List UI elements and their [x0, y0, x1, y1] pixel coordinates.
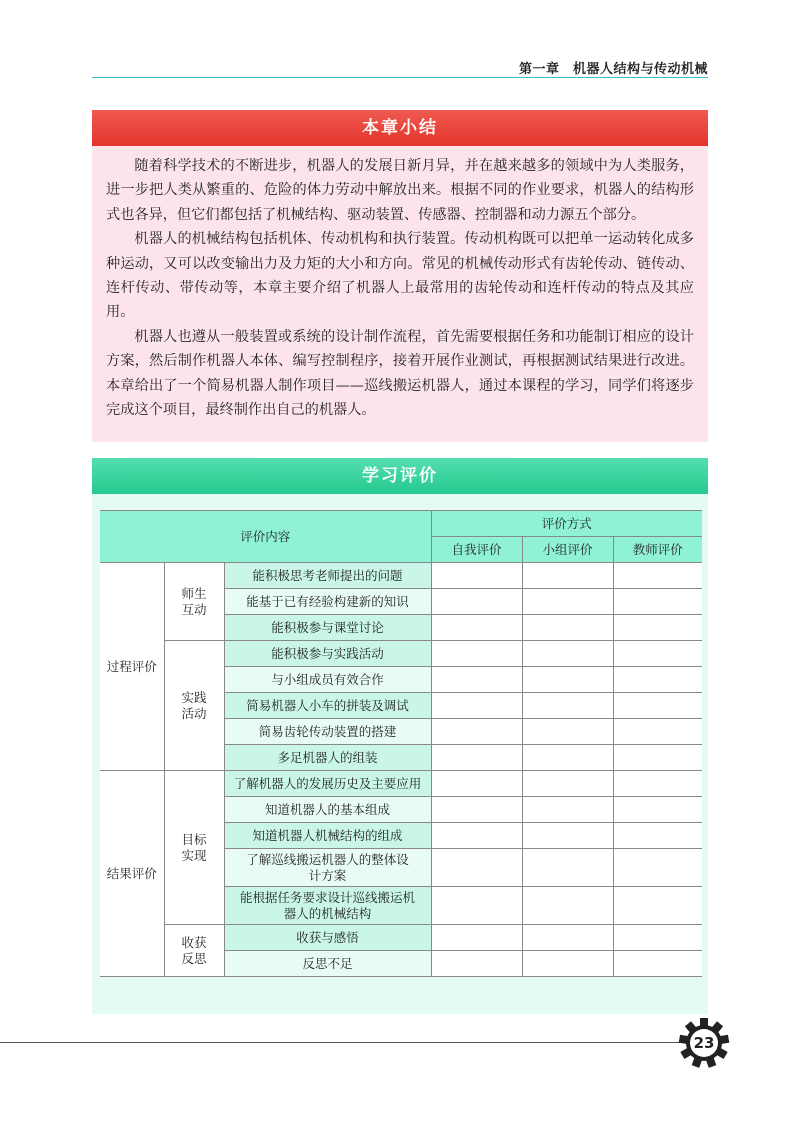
criterion-item: 简易机器人小车的拼装及调试 [224, 693, 431, 719]
summary-paragraph: 机器人也遵从一般装置或系统的设计制作流程，首先需要根据任务和功能制订相应的设计方案，然后制作机器人本体、编写控制程序，接着开展作业测试，再根据测试结果进行改进。本章给出了一个简易机器人制作项目——巡线搬运机器人，通过本课程的学习，同学们将逐步完成这个项目，最终制作出自己的机器人。 [106, 328, 694, 419]
criterion-item: 能积极参与课堂讨论 [224, 615, 431, 641]
footer-rule [0, 1042, 690, 1043]
score-cell[interactable] [431, 745, 522, 771]
score-cell[interactable] [522, 771, 613, 797]
score-cell[interactable] [522, 951, 613, 977]
score-cell[interactable] [613, 745, 702, 771]
subgroup-label [164, 641, 224, 771]
subgroup-label [164, 771, 224, 925]
score-cell[interactable] [613, 667, 702, 693]
score-cell[interactable] [522, 563, 613, 589]
header-rule [92, 77, 708, 78]
subgroup-label-line: 目标 [181, 831, 207, 847]
score-cell[interactable] [431, 563, 522, 589]
score-cell[interactable] [431, 589, 522, 615]
score-cell[interactable] [613, 849, 702, 887]
score-cell[interactable] [613, 925, 702, 951]
criterion-item: 多足机器人的组装 [224, 745, 431, 771]
score-cell[interactable] [522, 667, 613, 693]
method-teacher: 教师评价 [613, 537, 702, 563]
score-cell[interactable] [431, 693, 522, 719]
score-cell[interactable] [431, 823, 522, 849]
criterion-item: 简易齿轮传动装置的搭建 [224, 719, 431, 745]
evaluation-table [100, 510, 702, 977]
score-cell[interactable] [613, 823, 702, 849]
criterion-item: 与小组成员有效合作 [224, 667, 431, 693]
subgroup-label-line: 收获 [181, 934, 207, 950]
summary-title: 本章小结 [92, 110, 708, 146]
score-cell[interactable] [431, 667, 522, 693]
evaluation-box [92, 494, 708, 1014]
header-method: 评价方式 [431, 511, 702, 537]
summary-paragraph: 随着科学技术的不断进步，机器人的发展日新月异，并在越来越多的领域中为人类服务，进一步把人类从繁重的、危险的体力劳动中解放出来。根据不同的作业要求，机器人的结构形式也各异，但它们都包括了机械结构、驱动装置、传感器、控制器和动力源五个部分。 [106, 158, 694, 223]
score-cell[interactable] [522, 589, 613, 615]
criterion-item: 反思不足 [224, 951, 431, 977]
criterion-item: 能基于已有经验构建新的知识 [224, 589, 431, 615]
score-cell[interactable] [522, 693, 613, 719]
subgroup-label-line: 师生 [181, 585, 207, 601]
score-cell[interactable] [522, 719, 613, 745]
score-cell[interactable] [613, 615, 702, 641]
score-cell[interactable] [522, 745, 613, 771]
score-cell[interactable] [613, 771, 702, 797]
header-content: 评价内容 [100, 511, 431, 563]
criterion-item: 了解机器人的发展历史及主要应用 [224, 771, 431, 797]
page-number: 23 [693, 1034, 715, 1052]
criterion-item: 了解巡线搬运机器人的整体设计方案 [224, 849, 431, 887]
method-self: 自我评价 [431, 537, 522, 563]
score-cell[interactable] [613, 563, 702, 589]
score-cell[interactable] [431, 641, 522, 667]
score-cell[interactable] [522, 849, 613, 887]
score-cell[interactable] [431, 771, 522, 797]
summary-paragraph: 机器人的机械结构包括机体、传动机构和执行装置。传动机构既可以把单一运动转化成多种运动，又可以改变输出力及力矩的大小和方向。常见的机械传动形式有齿轮传动、链传动、连杆传动、带传动等，本章主要介绍了机器人上最常用的齿轮传动和连杆传动的特点及其应用。 [106, 231, 694, 321]
score-cell[interactable] [431, 925, 522, 951]
score-cell[interactable] [613, 719, 702, 745]
score-cell[interactable] [431, 615, 522, 641]
score-cell[interactable] [522, 641, 613, 667]
subgroup-label-line: 活动 [181, 705, 207, 721]
subgroup-label [164, 925, 224, 977]
score-cell[interactable] [522, 887, 613, 925]
criterion-item: 能根据任务要求设计巡线搬运机器人的机械结构 [224, 887, 431, 925]
criterion-item: 收获与感悟 [224, 925, 431, 951]
score-cell[interactable] [613, 887, 702, 925]
evaluation-title: 学习评价 [92, 458, 708, 494]
score-cell[interactable] [522, 615, 613, 641]
score-cell[interactable] [613, 951, 702, 977]
criterion-item: 能积极思考老师提出的问题 [224, 563, 431, 589]
score-cell[interactable] [431, 849, 522, 887]
score-cell[interactable] [522, 823, 613, 849]
score-cell[interactable] [431, 951, 522, 977]
subgroup-label-line: 互动 [181, 601, 207, 617]
summary-box [92, 146, 708, 442]
group-label: 过程评价 [100, 563, 164, 771]
method-group: 小组评价 [522, 537, 613, 563]
score-cell[interactable] [522, 797, 613, 823]
criterion-item: 能积极参与实践活动 [224, 641, 431, 667]
subgroup-label-line: 实现 [181, 847, 207, 863]
criterion-item: 知道机器人机械结构的组成 [224, 823, 431, 849]
subgroup-label-line: 实践 [181, 689, 207, 705]
score-cell[interactable] [613, 693, 702, 719]
score-cell[interactable] [431, 797, 522, 823]
score-cell[interactable] [613, 589, 702, 615]
chapter-header: 第一章 机器人结构与传动机械 [518, 62, 708, 77]
criterion-item: 知道机器人的基本组成 [224, 797, 431, 823]
score-cell[interactable] [522, 925, 613, 951]
subgroup-label-line: 反思 [181, 950, 207, 966]
score-cell[interactable] [431, 719, 522, 745]
score-cell[interactable] [613, 797, 702, 823]
score-cell[interactable] [613, 641, 702, 667]
group-label: 结果评价 [100, 771, 164, 977]
subgroup-label [164, 563, 224, 641]
score-cell[interactable] [431, 887, 522, 925]
